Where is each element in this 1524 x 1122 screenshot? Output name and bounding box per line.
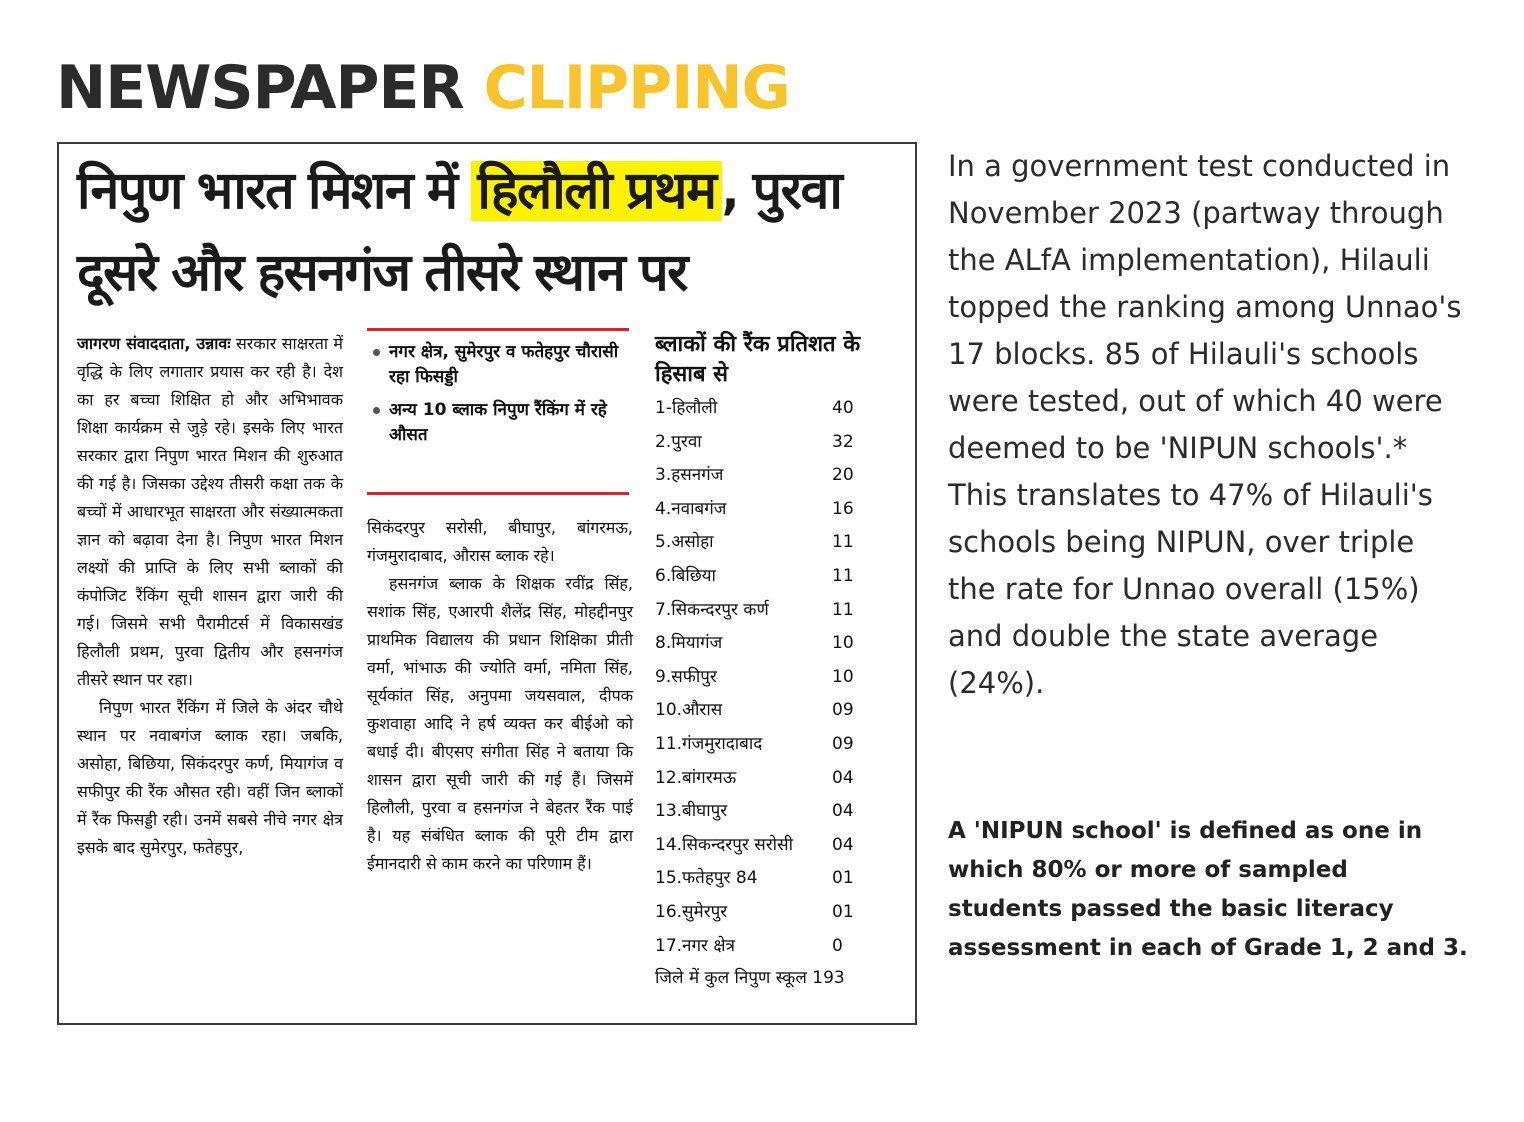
footnote-text: A 'NIPUN school' is defined as one in which 80% or more of sampled students passed the basic literacy assessment in each of Grade 1, 2 and 3.: [948, 818, 1468, 961]
rank-row: [655, 594, 865, 628]
rank-value: 10: [832, 666, 854, 687]
rank-block-name: 8.मियागंज: [655, 633, 723, 654]
rank-block-name: 16.सुमेरपुर: [655, 901, 728, 922]
rank-block-name: 1-हिलौली: [655, 398, 718, 418]
article-paragraph-1: सरकार साक्षरता में वृद्धि के लिए लगातार प्रयास कर रही है। देश का हर बच्चा शिक्षित हो और अभिभावक शिक्षा कार्यक्रम से जुड़े रहे। इसके लिए भारत सरकार द्वारा निपुण भारत मिशन की शुरुआत की गई है। जिसका उद्देश्य तीसरी कक्षा तक के बच्चों में आधारभूत साक्षरता और संख्यात्मकता ज्ञान को बढ़ावा देना है। निपुण भारत मिशन लक्ष्यों की प्राप्ति के लिए सभी ब्लाकों की कंपोजिट रैंकिंग सूची शासन द्वारा जारी की गई। जिसमे सभी पैरामीटर्स में विकासखंड हिलौली प्रथम, पुरवा द्वितीय और हसनगंज तीसरे स्थान पर रहा।: [77, 334, 343, 689]
rank-value: 04: [832, 801, 854, 822]
rank-block-name: 17.नगर क्षेत्र: [655, 935, 735, 956]
highlight-text: अन्य 10 ब्लाक निपुण रैंकिंग में रहे औसत: [389, 400, 607, 445]
page-title: [56, 52, 790, 124]
article-paragraph-3: सिकंदरपुर सरोसी, बीघापुर, बांगरमऊ, गंजमुरादाबाद, औरास ब्लाक रहे।: [367, 518, 633, 565]
highlight-item: [369, 398, 629, 448]
rank-value: 11: [832, 565, 854, 586]
title-newspaper: NEWSPAPER: [56, 53, 464, 123]
rank-table: [655, 330, 865, 993]
rank-block-name: 11.गंजमुरादाबाद: [655, 733, 763, 754]
rank-value: 04: [832, 767, 854, 788]
rank-row: [655, 661, 865, 695]
rank-block-name: 10.औरास: [655, 700, 723, 721]
rank-row: [655, 459, 865, 493]
article-paragraph-2: निपुण भारत रैंकिंग में जिले के अंदर चौथे स्थान पर नवाबगंज ब्लाक रहा। जबकि, असोहा, बिछिया, सिकंदरपुर कर्ण, मियागंज व सफीपुर की रैंक औसत रही। वहीं जिन ब्लाकों में रैंक फिसड्डी रही। उनमें सबसे नीचे नगर क्षेत्र इसके बाद सुमेरपुर, फतेहपुर,: [77, 698, 343, 857]
rank-block-name: 2.पुरवा: [655, 431, 702, 452]
article-column-2: [367, 514, 633, 878]
rank-row: [655, 896, 865, 930]
headline-part-2: , पुरवा दूसरे और हसनगंज तीसरे स्थान पर: [77, 161, 842, 303]
rank-block-name: 5.असोहा: [655, 532, 714, 553]
newspaper-clipping: [57, 142, 917, 1025]
rank-block-name: 13.बीघापुर: [655, 801, 728, 822]
article-byline: जागरण संवाददाता, उन्नावः: [77, 334, 231, 353]
rank-row: [655, 426, 865, 460]
red-rule-bottom: [367, 492, 629, 495]
rank-block-name: 7.सिकन्दरपुर कर्ण: [655, 599, 769, 620]
highlight-item: [369, 340, 629, 390]
rank-value: 04: [832, 834, 854, 855]
highlights-box: [369, 340, 629, 456]
rank-row: [655, 627, 865, 661]
rank-row: [655, 560, 865, 594]
rank-row: [655, 829, 865, 863]
rank-total: जिले में कुल निपुण स्कूल 193: [655, 968, 845, 989]
red-rule-top: [367, 328, 629, 331]
bullet-icon: [373, 349, 380, 356]
clipping-headline: [77, 150, 912, 314]
rank-value: 01: [832, 901, 854, 922]
rank-value: 40: [832, 398, 854, 418]
rank-row: [655, 728, 865, 762]
headline-part-1: निपुण भारत मिशन में: [77, 161, 472, 221]
rank-row: [655, 862, 865, 896]
rank-block-name: 6.बिछिया: [655, 565, 716, 586]
rank-block-name: 4.नवाबगंज: [655, 498, 727, 519]
rank-value: 0: [832, 935, 843, 956]
rank-block-name: 3.हसनगंज: [655, 465, 724, 486]
rank-row: [655, 795, 865, 829]
rank-block-name: 15.फतेहपुर 84: [655, 868, 758, 889]
rank-value: 20: [832, 465, 854, 486]
rank-value: 11: [832, 532, 854, 553]
rank-block-name: 14.सिकन्दरपुर सरोसी: [655, 834, 793, 855]
article-paragraph-4: हसनगंज ब्लाक के शिक्षक रवींद्र सिंह, सशांक सिंह, एआरपी शैलेंद्र सिंह, मोहद्दीनपुर प्राथमिक विद्यालय की प्रधान शिक्षिका प्रीती वर्मा, भांभाऊ की ज्योति वर्मा, नमिता सिंह, सूर्यकांत सिंह, अनुपमा जयसवाल, दीपक कुशवाहा आदि ने हर्ष व्यक्त कर बीईओ को बधाई दी। बीएसए संगीता सिंह ने बताया कि शासन द्वारा सूची जारी की गई हैं। जिसमें हिलौली, पुरवा व हसनगंज ने बेहतर रैंक पाई है। यह संबंधित ब्लाक की पूरी टीम द्वारा ईमानदारी से काम करने का परिणाम हैं।: [367, 574, 633, 873]
description-text: In a government test conducted in November 2023 (partway through the ALfA implementation), Hilauli topped the ranking among Unnao's 17 blocks. 85 of Hilauli's schools were tested, out of which 40 were deemed to be 'NIPUN schools'.* This translates to 47% of Hilauli's schools being NIPUN, over triple the rate for Unnao overall (15%) and double the state average (24%).: [948, 149, 1462, 700]
bullet-icon: [373, 407, 380, 414]
title-clipping: CLIPPING: [483, 53, 790, 123]
rank-row: [655, 392, 865, 426]
rank-block-name: 12.बांगरमऊ: [655, 767, 737, 788]
rank-list: [655, 392, 865, 963]
rank-value: 32: [832, 431, 854, 452]
rank-value: 10: [832, 633, 854, 654]
rank-row: [655, 526, 865, 560]
rank-value: 09: [832, 700, 854, 721]
highlight-text: नगर क्षेत्र, सुमेरपुर व फतेहपुर चौरासी रहा फिसड्डी: [389, 342, 619, 387]
rank-row: [655, 493, 865, 527]
rank-row: [655, 762, 865, 796]
rank-block-name: 9.सफीपुर: [655, 666, 717, 687]
rank-row: [655, 694, 865, 728]
headline-highlight: हिलौली प्रथम: [471, 161, 721, 221]
rank-value: 16: [832, 498, 854, 519]
rank-value: 09: [832, 733, 854, 754]
rank-value: 01: [832, 868, 854, 889]
article-column-1: [77, 330, 343, 862]
rank-heading: ब्लाकों की रैंक प्रतिशत के हिसाब से: [655, 332, 861, 387]
rank-value: 11: [832, 599, 854, 620]
rank-row: [655, 930, 865, 964]
